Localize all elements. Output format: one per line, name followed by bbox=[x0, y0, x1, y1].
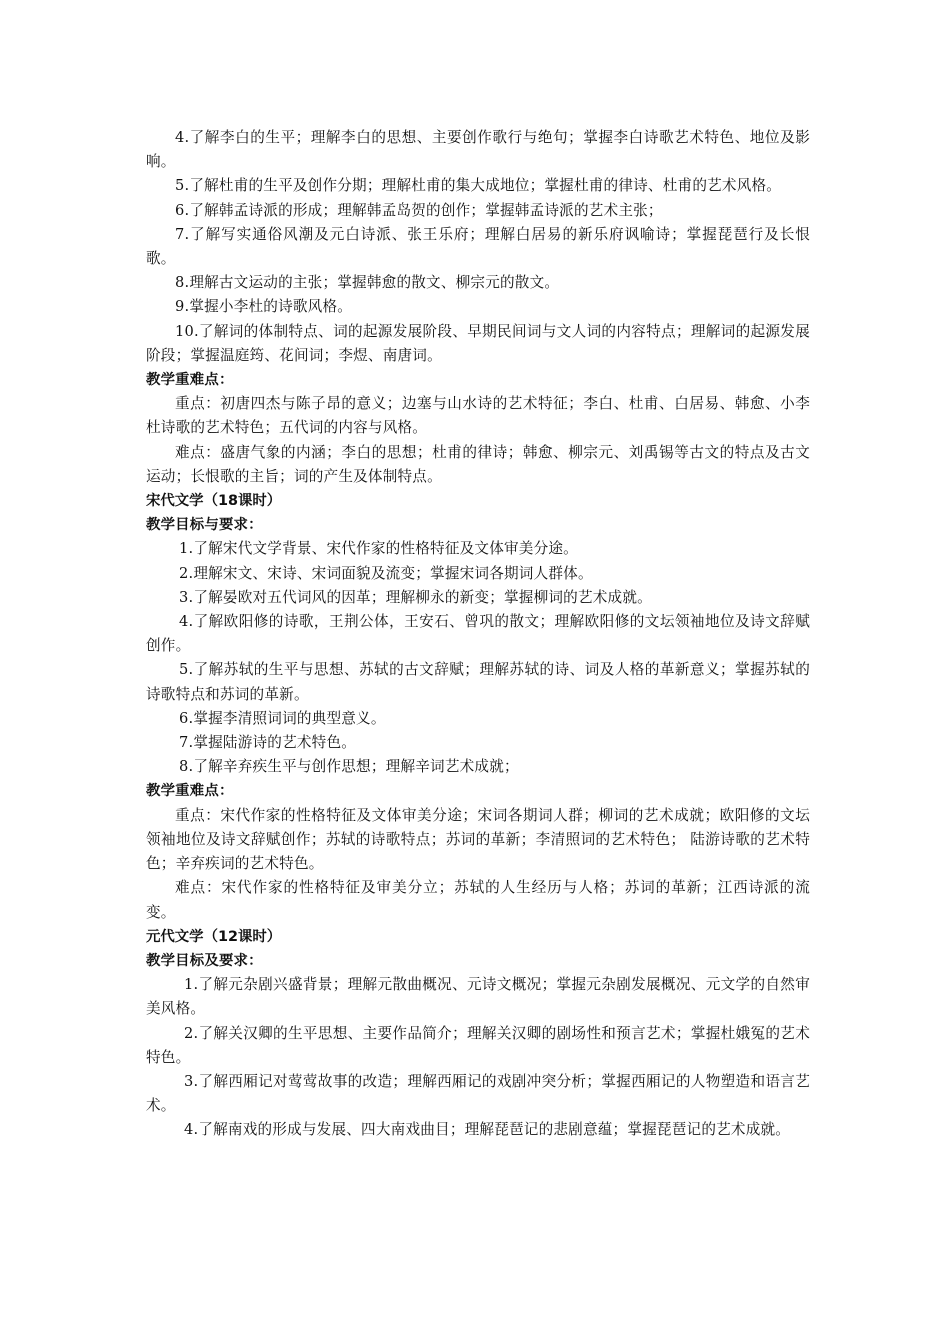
song-item-1: 1.了解宋代文学背景、宋代作家的性格特征及文体审美分途。 bbox=[179, 540, 578, 558]
song-item-6: 6.掌握李清照词词的典型意义。 bbox=[179, 709, 386, 727]
yuan-item-1: 1.了解元杂剧兴盛背景；理解元散曲概况、元诗文概况；掌握元杂剧发展概况、元文学的自然审美风格。 bbox=[146, 976, 810, 1018]
tang-difficulties: 难点：盛唐气象的内涵；李白的思想；杜甫的律诗；韩愈、柳宗元、刘禹锡等古文的特点及古文运动；长恨歌的主旨；词的产生及体制特点。 bbox=[146, 443, 810, 485]
yuan-goals-heading: 教学目标及要求： bbox=[146, 952, 263, 969]
song-item-8: 8.了解辛弃疾生平与创作思想；理解辛词艺术成就； bbox=[179, 758, 519, 776]
song-difficulties: 难点：宋代作家的性格特征及审美分立；苏轼的人生经历与人格；苏词的革新；江西诗派的流变。 bbox=[146, 879, 810, 921]
tang-key-heading: 教学重难点： bbox=[146, 372, 234, 389]
song-section-title: 宋代文学（18课时） bbox=[146, 493, 282, 510]
tang-item-6: 6.了解韩孟诗派的形成；理解韩孟岛贺的创作；掌握韩孟诗派的艺术主张； bbox=[175, 201, 663, 219]
song-key-points: 重点：宋代作家的性格特征及文体审美分途；宋词各期词人群；柳词的艺术成就；欧阳修的文坛领袖地位及诗文辞赋创作；苏轼的诗歌特点；苏词的革新；李清照词的艺术特色； 陆游诗歌的艺术特色；辛弃疾词的艺术特色。 bbox=[146, 806, 810, 873]
tang-item-7: 7.了解写实通俗风潮及元白诗派、张王乐府；理解白居易的新乐府讽喻诗；掌握琵琶行及长恨歌。 bbox=[146, 225, 810, 268]
tang-key-points: 重点：初唐四杰与陈子昂的意义；边塞与山水诗的艺术特征；李白、杜甫、白居易、韩愈、小李杜诗歌的艺术特色；五代词的内容与风格。 bbox=[146, 395, 810, 437]
tang-item-8: 8.理解古文运动的主张；掌握韩愈的散文、柳宗元的散文。 bbox=[175, 274, 560, 292]
tang-item-5: 5.了解杜甫的生平及创作分期；理解杜甫的集大成地位；掌握杜甫的律诗、杜甫的艺术风格。 bbox=[175, 177, 782, 195]
song-item-2: 2.理解宋文、宋诗、宋词面貌及流变；掌握宋词各期词人群体。 bbox=[179, 564, 593, 582]
song-item-3: 3.了解晏欧对五代词风的因革；理解柳永的新变；掌握柳词的艺术成就。 bbox=[179, 588, 652, 606]
song-item-7: 7.掌握陆游诗的艺术特色。 bbox=[179, 734, 357, 752]
yuan-item-2: 2.了解关汉卿的生平思想、主要作品简介；理解关汉卿的剧场性和预言艺术；掌握杜娥冤的艺术特色。 bbox=[146, 1024, 810, 1066]
yuan-item-3: 3.了解西厢记对莺莺故事的改造；理解西厢记的戏剧冲突分析；掌握西厢记的人物塑造和语言艺术。 bbox=[146, 1072, 810, 1115]
song-item-4: 4.了解欧阳修的诗歌，王荆公体，王安石、曾巩的散文；理解欧阳修的文坛领袖地位及诗文辞赋创作。 bbox=[146, 613, 810, 655]
song-key-heading: 教学重难点： bbox=[146, 783, 234, 800]
document-page bbox=[146, 126, 810, 1143]
tang-item-10: 10.了解词的体制特点、词的起源发展阶段、早期民间词与文人词的内容特点；理解词的起源发展阶段；掌握温庭筠、花间词；李煜、南唐词。 bbox=[146, 322, 810, 364]
song-item-5: 5.了解苏轼的生平与思想、苏轼的古文辞赋；理解苏轼的诗、词及人格的革新意义；掌握苏轼的诗歌特点和苏词的革新。 bbox=[146, 661, 810, 703]
yuan-section-title: 元代文学（12课时） bbox=[146, 928, 282, 945]
tang-item-9: 9.掌握小李杜的诗歌风格。 bbox=[175, 298, 353, 316]
song-goals-heading: 教学目标与要求： bbox=[146, 517, 263, 534]
yuan-item-4: 4.了解南戏的形成与发展、四大南戏曲目；理解琵琶记的悲剧意蕴；掌握琵琶记的艺术成就。 bbox=[184, 1121, 791, 1139]
tang-item-4: 4.了解李白的生平；理解李白的思想、主要创作歌行与绝句；掌握李白诗歌艺术特色、地位及影响。 bbox=[146, 129, 810, 171]
